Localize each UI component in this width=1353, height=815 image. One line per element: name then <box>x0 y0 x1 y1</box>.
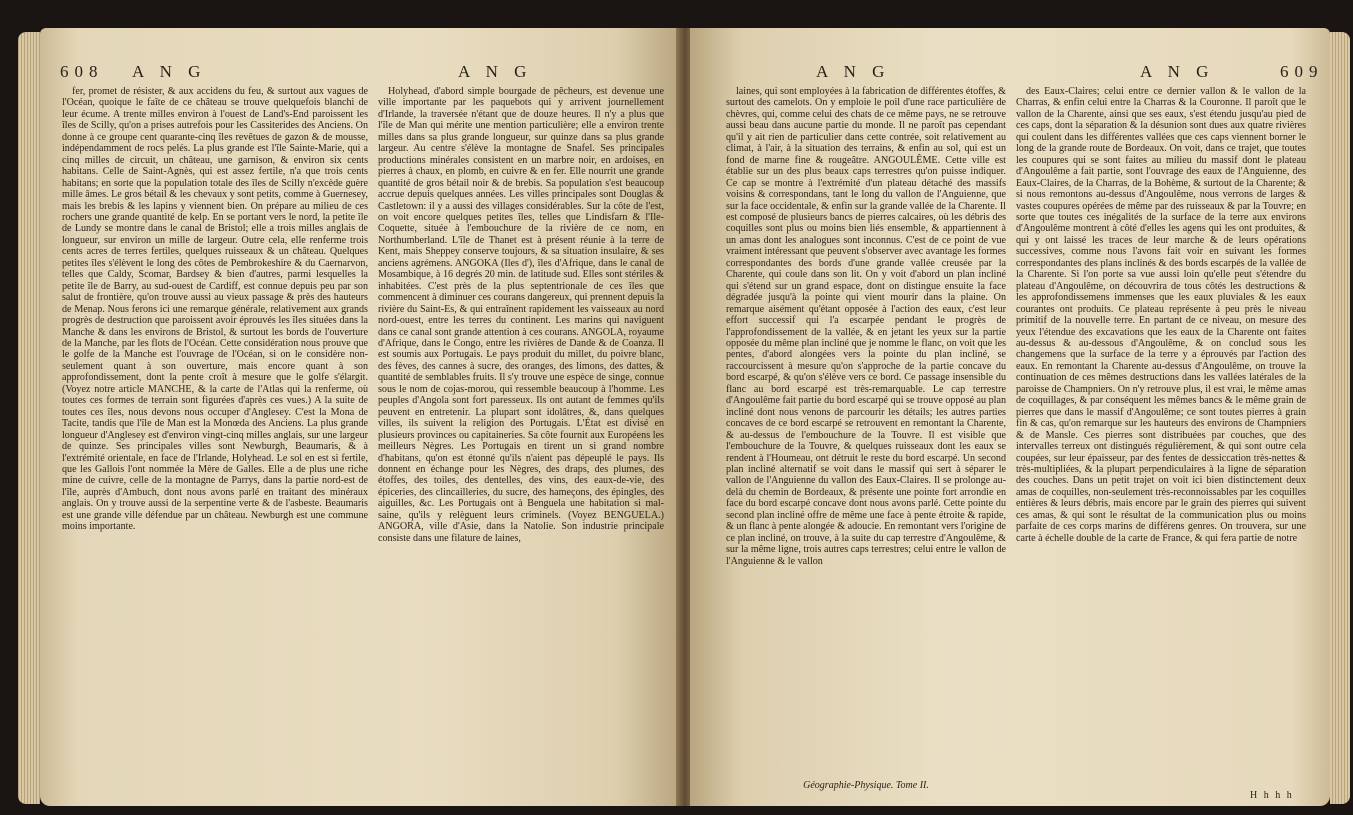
signature-mark: H h h h <box>1250 790 1294 801</box>
left-page-edges <box>18 32 40 804</box>
running-head-right-col1: A N G <box>816 62 891 81</box>
left-page-column-2: Holyhead, d'abord simple bourgade de pêcheurs, est devenue une ville importante par les paquebots qui y arrivent journellement d'Irlande, la traversée n'étant que de douze heures. Il n'y a plus que l'île de Man qui mérite une mention particulière; elle a environ trente milles dans sa plus grande longueur, sur quinze dans sa plus grande largeur. Au centre s'élève la montagne de Snafel. Ses principales productions minérales consistent en un marbre noir, en ardoises, en pierres à chaux, en plomb, en cuivre & en fer. Elle nourrit une grande quantité de gros bétail noir & de brebis. Sa population s'est beaucoup accrue depuis quelques années. Les villes principales sont Douglas & Castletown: il y a aussi des villages considérables. Sur la côte de l'est, on voit encore quelques petites îles, telles que Lindisfarn & l'Ile-Coquette, située à l'embouchure de la rivière de ce nom, en Northumberland. L'île de Thanet est à présent réunie à la terre de Kent, mais Sheppey conserve toujours, & sa situation insulaire, & ses anciens agrémens. ANGOKA (Iles d'), îles d'Afrique, dans le canal de Mosambique, à 16 degrés 20 min. de latitude sud. Elles sont stériles & inhabitées. C'est près de la plus septentrionale de ces îles que commencent à diminuer ces courans dangereux, qui prennent depuis la rivière du Saint-Es, & qui entraînent rapidement les vaisseaux au nord nord-ouest, entre les terres du continent. Les marins qui naviguent dans ce canal sont grande attention à ces courans. ANGOLA, royaume d'Afrique, dans le Congo, entre les rivières de Dande & de Coanza. Il est soumis aux Portugais. Le pays produit du millet, du poivre blanc, des fèves, des cannes à sucre, des oranges, des limons, des dattes, & quantité de semblables fruits. Il s'y trouve une espèce de singe, connue sous le nom de cojas-morou, qui ressemble beaucoup à l'homme. Les peuples d'Angola sont fort paresseux. Ils ont autant de femmes qu'ils peuvent en entretenir. La plupart sont idolâtres, &, dans quelques villes, ils suivent la religion des Portugais. L'État est divisé en plusieurs provinces ou capitaineries. Sa côte fournit aux Européens les meilleurs Nègres. Les Portugais en tirent un si grand nombre d'habitans, qu'on est étonné qu'ils n'aient pas dépeuplé le pays. Ils donnent en échange pour les Nègres, des draps, des plumes, des étoffes, des toiles, des dentelles, des vins, des eaux-de-vie, des épiceries, des clincailleries, du sucre, des hameçons, des épingles, des aiguilles, &c. Les Portugais ont à Benguela une habitation si mal-saine, qu'ils y relèguent leurs criminels. (Voyez BENGUELA.) ANGORA, ville d'Asie, dans la Natolie. Son industrie principale consiste dans une filature de laines, <box>378 86 664 544</box>
right-page-column-1: laines, qui sont employées à la fabrication de différentes étoffes, & surtout des camelots. On y emploie le poil d'une race particulière de chèvres, qui, comme celui des chats de ce même pays, ne se retrouve aussi beau dans aucune partie du monde. Il ne paroît pas cependant qu'il y ait rien de particulier dans cette contrée, soit relativement au climat, à l'air, à la situation des terrains, & enfin au sol, qui est un fond de marne fine & rougeâtre. ANGOULÊME. Cette ville est établie sur un des plus beaux caps terrestres qu'on puisse indiquer. Ce cap se montre à l'extrémité d'un plateau détaché des massifs voisins & correspondans, tant le long du vallon de l'Anguienne, que sur la face occidentale, & enfin sur la grande vallée de la Charente. Il est composé de plusieurs bancs de pierres calcaires, où les débris des coquilles sont plus ou moins bien liés ensemble, & appartiennent à un amas dont les analogues sont inconnus. C'est de ce point de vue vraiment intéressant que peuvent s'observer avec avantage les formes correspondantes des bords d'une grande vallée creusée par la Charente, qui coule dans son lit. On y voit d'abord un plan incliné qui s'étend sur un grand espace, dont on distingue ensuite la face dégradée jusqu'à la pointe qui vient mourir dans la plaine. On remarque aisément qu'étant opposée à l'action des eaux, c'est leur effort successif qui l'a escarpée pendant le progrès de l'approfondissement de la vallée, & en jetant les yeux sur la partie opposée du même plan incliné que je nomme le flanc, on voit que les pentes, d'abord alongées vers la pointe du plan incliné, se raccourcissent à mesure qu'on s'approche de la partie concave du bord escarpé, & qu'on s'élève vers ce bord. Ce passage insensible du flanc au bord escarpé est très-remarquable. Le cap terrestre d'Angoulême fait partie du bord escarpé qui se trouve opposé au plan incliné dont nous venons de parcourir les détails; les autres parties concaves de ce bord escarpé se retrouvent en remontant la Charente, & au-dessus de l'embouchure de la Touvre. Il est visible que l'embouchure de la Touvre, & quelques ruisseaux dont les eaux se rendent à l'Houmeau, ont détruit le reste du bord escarpé. Un second plan incliné alternatif se voit dans le massif qui sert à séparer le vallon de l'Anguienne du vallon des Eaux-Claires. Il se prolonge au-delà du chemin de Bordeaux, & présente une pointe fort arrondie en face du bord escarpé concave dont nous avons parlé. Cette pointe du second plan incliné offre de même une face à pente étroite & rapide, & un flanc à pente alongée & adoucie. En remontant vers l'origine de ce plan incliné, on trouve, à la suite du cap terrestre d'Angoulême, & sur la même ligne, trois autres caps terrestres; celui entre le vallon de l'Anguienne & le vallon <box>726 86 1006 567</box>
right-page-column-2: des Eaux-Claires; celui entre ce dernier vallon & le vallon de la Charras, & enfin celui entre la Charras & la Couronne. Il paroît que le vallon de la Charente, ainsi que ses eaux, s'est étendu jusqu'au pied de ces caps, dont la séparation & la désunion sont dues aux quatre rivières qui coulent dans les différentes vallées que ces caps viennent borner le long de la grande route de Bordeaux. On voit, dans ce trajet, que toutes les coupures qui se sont faites au milieu du massif dont le plateau d'Angoulême a fait partie, sont l'ouvrage des eaux de l'Anguienne, des Eaux-Claires, de la Charras, de la Bohème, & surtout de la Charente; & si nous remontons au-dessus d'Angoulême, nous verrons de larges & vastes coupures opérées de même par des ruisseaux & par la Touvre; en sorte que toutes ces inégalités de la surface de la terre aux environs d'Angoulême montrent à côté d'elles les agens qui les ont produites, & qui y ont laissé les traces de leur marche & de leurs opérations successives, comme nous l'avons fait voir en suivant les formes correspondantes des plans inclinés & des bords escarpés de la vallée de la Charente. Si l'on porte sa vue aussi loin qu'elle peut s'étendre du plateau d'Angoulême, on découvrira de tous côtés les destructions & les approfondissemens immenses que les eaux pluviales & les eaux courantes ont produits. Ce plateau représente à peu près le niveau primitif de la nouvelle terre. En partant de ce niveau, on mesure des yeux l'étendue des excavations que les eaux de la Charente ont faites au-dessus & au-dessous d'Angoulême, & on conclud sous les changemens que la surface de la terre y a éprouvés par l'action des eaux. En remontant la Charente au-dessus d'Angoulême, on trouve la continuation de ces mêmes destructions dans les vallées latérales de la paroisse de Champniers. On n'y retrouve plus, il est vrai, le même amas de coquillages, & par conséquent les mêmes bancs & le même grain de pierres que dans le massif d'Angoulême; ce sont toutes pierres à grain fin & cas, qu'on remarque sur les hauteurs des environs de Champniers & de Mansle. Ces pierres sont distribuées par couches, que des intervalles terreux ont distingués régulièrement, & qui sont outre cela coupées, sur leur épaisseur, par des fentes de dessiccation très-nettes & très-multipliées, & la plupart perpendiculaires à la ligne de séparation des couches. Dans un petit trajet on voit ici bien distinctement deux amas de coquilles, non-seulement très-reconnoissables par les coquilles entières & leurs débris, mais encore par le grain des pierres qui suivent ces amas, & qui sont le résultat de la communication plus ou moins parfaite de ces corps marins de différens genres. On trouvera, sur une carte à échelle double de la carte de France, & qui fera partie de notre <box>1016 86 1306 544</box>
right-page <box>690 28 1330 806</box>
page-number-right: 609 <box>1280 62 1324 81</box>
running-head-right-col2: A N G <box>1140 62 1215 81</box>
page-number-left: 608 <box>60 62 104 81</box>
running-head-left-col2: A N G <box>458 62 533 81</box>
page-footer: Géographie-Physique. Tome II. <box>803 780 929 791</box>
left-page <box>40 28 680 806</box>
right-page-edges <box>1330 32 1350 804</box>
book-spread <box>40 28 1330 810</box>
left-page-column-1: fer, promet de résister, & aux accidens du feu, & surtout aux vagues de l'Océan, quoique le faîte de ce château se trouve quelquefois blanchi de leur écume. A trente milles environ à l'ouest de Land's-End paroissent les îles de Scilly, qu'on a prises autrefois pour les Cassiterides des Anciens. On donne à ce groupe cent quarante-cinq îles revêtues de gazon & de mousse, indépendamment de rocs pelés. La plus grande est l'île Sainte-Marie, qui a cinq milles de circuit, un château, une garnison, & environ six cents habitans. Celle de Saint-Agnès, qui est assez fertile, n'a que trois cents habitans; en sorte que la population totale des îles de Scilly n'excède guère mille âmes. Le gros bétail & les chevaux y sont petits, comme à Guernesey, mais les brebis & les lapins y viennent bien. On prépare au milieu de ces rochers une grande quantité de kelp. En se portant vers le nord, la petite île de Lundy se montre dans le canal de Bristol; elle a trois milles anglais de longueur, sur environ un mille de largeur. Outre cela, elle renferme trois cents acres de terres fertiles, quelques ruisseaux & un château. Quelques petites îles s'élèvent le long des côtes de Pembrokeshire & du Caernarvon, telles que Caldy, Scomar, Bardsey & bien d'autres, parmi lesquelles la petite île de Barry, au sud-ouest de Cardiff, est connue depuis peu par son salut de frontière, qu'on trouve aussi au vieux passage & près des hauteurs de Menap. Nous ferons ici une remarque générale, relativement aux grands progrès de destruction que paroissent avoir éprouvés les îles situées dans la Manche & dans les environs de Bristol, & surtout les bords de l'ouverture de la Manche, par les flots de l'Océan. Cette considération nous prouve que le golfe de la Manche est l'ouvrage de l'Océan, si on le considère non-seulement quant à son ouverture, mais encore quant à son approfondissement, dont la pente croît à mesure que le golfe s'élargit. (Voyez notre article MANCHE, & la carte de l'Atlas qui la renferme, où toutes ces formes de terrain sont figurées d'après ces vues.) A la suite de toutes ces îles, nous devons nous occuper d'Anglesey. C'est la Mona de Tacite, tandis que l'île de Man est la Monœda des Anciens. La plus grande longueur d'Anglesey est d'environ vingt-cinq milles anglais, sur une largeur de quinze. Ses principales villes sont Newburgh, Beaumaris, & à l'extrémité orientale, en face de l'Irlande, Holyhead. Le sol en est si fertile, que les Gallois l'ont nommée la Mère de Galles. Elle a de plus une riche mine de cuivre, celle de la montagne de Parrys, dans la partie nord-est de l'île, auprès d'Ambuch, dont nous avons parlé en traitant des minéraux anglais. On y trouve aussi de la serpentine verte & de l'asbeste. Beaumaris est une grande ville défendue par un château. Newburgh est une commune moins importante. <box>62 86 368 533</box>
running-head-left-col1: A N G <box>132 62 207 81</box>
